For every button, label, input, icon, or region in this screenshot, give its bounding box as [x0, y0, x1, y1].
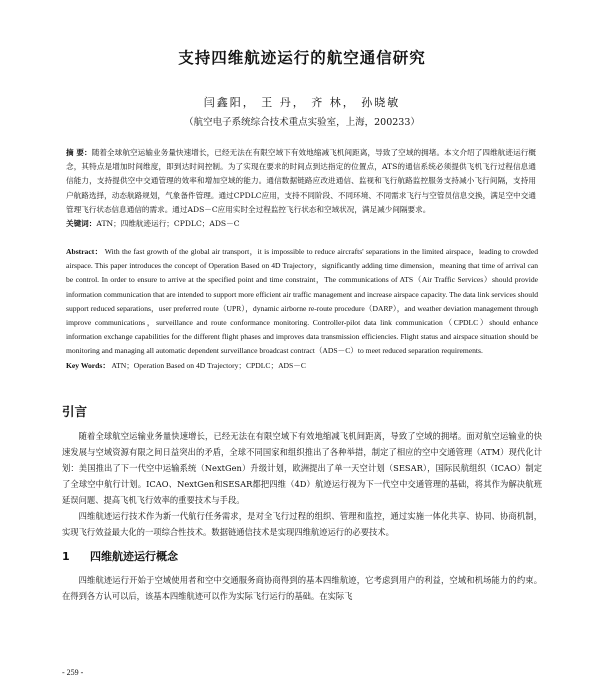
section-1-title: 四维航迹运行概念: [90, 549, 178, 563]
paper-authors: 闫鑫阳， 王 丹， 齐 林， 孙晓敏: [203, 96, 401, 109]
english-abstract: [66, 245, 538, 359]
chinese-keywords-label: 关键词：: [66, 219, 97, 229]
chinese-abstract-text: 随着全球航空运输业务量快速增长，已经无法在有限空域下有效地缩减飞机间距离，导致了空域的拥堵。本文介绍了四维航迹运行概念，其特点是增加时间维度，即到达时间控制。为了实现在要求的时间点到达指定的位置点，ATS的通信系统必须提供飞机飞行过程信息通信能力，支持提供空中交通管理的效率和增加空域的能力。通信数据链路应改进通信、监视和飞行航路监控服务支持减小飞行间隔，支持用户航路选择，动态航路规划，气象备件管理。通过CPDLC应用，支持不同阶段、不同环境、不同需求飞行与空管员信息交换，满足空中交通管理飞行状态信息通信的需求。通过ADS－C应用实时全过程监控飞行状态和空域状况，满足减少间隔要求。: [66, 148, 536, 214]
page-number: - 259 -: [62, 668, 84, 677]
chinese-keywords: [66, 217, 536, 231]
paper-title: 支持四维航迹运行的航空通信研究: [178, 49, 426, 67]
english-keywords-text: ATN；Operation Based on 4D Trajectory；CPDLC；ADS－C: [111, 360, 306, 370]
paper-affiliation: （航空电子系统综合技术重点实验室，上海，200233）: [184, 117, 420, 128]
section-1-paragraph-1: 四维航迹运行开始于空域使用者和空中交通服务商协商得到的基本四维航迹，它考虑到用户的利益，空域和机场能力的约束。在得到各方认可以后，该基本四维航迹可以作为实际飞行运行的基础。在实际飞: [62, 574, 542, 601]
english-abstract-label: Abstract：: [66, 247, 103, 257]
intro-paragraph-2: 四维航迹运行技术作为新一代航行任务需求，是对全飞行过程的组织、管理和监控，通过实施一体化共享、协同、协商机制，实现飞行效益最大化的一项综合性技术。数据链通信技术是实现四维航迹运行的必要技术。: [62, 510, 542, 537]
chinese-abstract: [66, 146, 536, 217]
english-keywords: [66, 359, 538, 372]
section-1-number: 1: [62, 549, 70, 563]
chinese-keywords-text: ATN；四维航迹运行；CPDLC；ADS－C: [96, 219, 240, 229]
section-heading-1: [62, 548, 542, 564]
chinese-abstract-label: 摘 要：: [66, 148, 92, 157]
paper-page: [62, 0, 542, 604]
intro-paragraph-1: 随着全球航空运输业务量快速增长，已经无法在有限空域下有效地缩减飞机间距离，导致了空域的拥堵。面对航空运输业的快速发展与空域资源有限之间日益突出的矛盾，全球不同国家和组织推出了各种举措，制定了相应的空中交通管理（ATM）现代化计划：美国推出了下一代空中运输系统（NextGen）升级计划，欧洲提出了单一天空计划（SESAR），国际民航组织（ICAO）制定了全球空中航行计划。ICAO、NextGen和SESAR都把四维（4D）航迹运行视为下一代空中交通管理的基础，将其作为解决航班延误问题、提高飞机飞行效率的重要技术与手段。: [62, 430, 542, 505]
english-abstract-text: With the fast growth of the global air transport，it is impossible to reduce aircrafts' separations in the limited airspace，leading to crowded airspace. This paper introduces the concept of Operation Based on 4D Trajectory，significantly adding time dimension，meaning that time of arrival can be control. In order to ensure to arrive at the specified point and time constraint，The communications of ATS（Air Traffic Services）should provide information communication that are intended to support more efficient air traffic management and increase airspace capacity. The data link services should support reduced separations，user preferred route（UPR），dynamic airborne re-route procedure（DARP），and weather deviation management through improve communications，surveillance and route conformance monitoring. Controller-pilot data link communication（CPDLC）should enhance information exchange capabilities for the different flight phases and improves data transmission efficiencies. Flight status and airspace situation should be monitoring and managing all automatic dependent surveillance broadcast contract（ADS－C）to meet reduced separation requirements.: [66, 247, 539, 356]
english-keywords-label: Key Words：: [66, 360, 110, 370]
section-heading-introduction: 引言: [62, 403, 88, 419]
